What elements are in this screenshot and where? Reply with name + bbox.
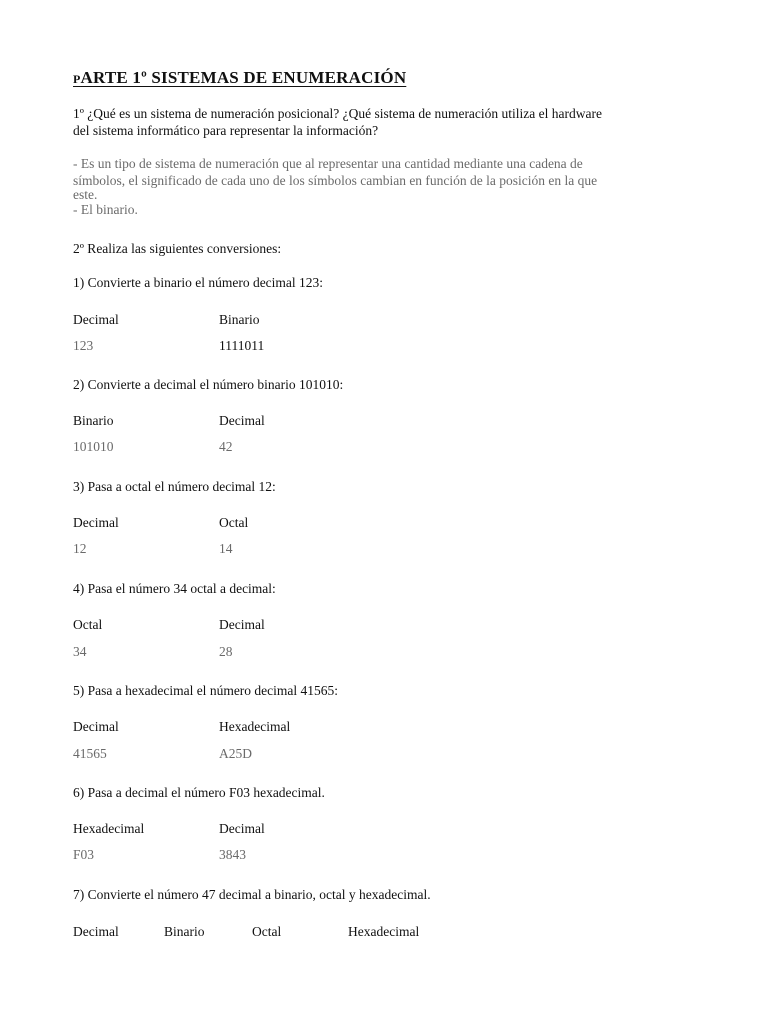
conversion-7-header-decimal: Decimal <box>73 924 119 939</box>
document-title <box>73 68 406 88</box>
conversion-6-header-2: Decimal <box>219 821 265 836</box>
conversion-2-header-1: Binario <box>73 413 114 428</box>
question-1 <box>73 105 713 139</box>
conversion-3-header-2: Octal <box>219 515 249 530</box>
question-2-intro: 2º Realiza las siguientes conversiones: <box>73 241 282 256</box>
conversion-5-prompt: 5) Pasa a hexadecimal el número decimal 41565: <box>73 683 339 698</box>
title-text: ARTE 1º SISTEMAS DE ENUMERACIÓN <box>80 68 407 87</box>
conversion-6-prompt: 6) Pasa a decimal el número F03 hexadecimal. <box>73 785 325 800</box>
question-1-line-1: 1º ¿Qué es un sistema de numeración posicional? ¿Qué sistema de numeración utiliza el hardware <box>73 106 602 121</box>
conversion-4-value-1: 34 <box>73 644 87 659</box>
conversion-5-header-1: Decimal <box>73 719 119 734</box>
conversion-6-value-1: F03 <box>73 847 95 862</box>
conversion-3-value-1: 12 <box>73 541 87 556</box>
conversion-5-value-1: 41565 <box>73 746 107 761</box>
conversion-4-header-1: Octal <box>73 617 103 632</box>
conversion-7-header-hexadecimal: Hexadecimal <box>348 924 420 939</box>
conversion-1-value-1: 123 <box>73 338 94 353</box>
conversion-3-value-2: 14 <box>219 541 233 556</box>
question-1-line-2: del sistema informático para representar la información? <box>73 123 379 138</box>
conversion-7-header-binario: Binario <box>164 924 205 939</box>
conversion-7-prompt: 7) Convierte el número 47 decimal a binario, octal y hexadecimal. <box>73 887 431 902</box>
conversion-3-header-1: Decimal <box>73 515 119 530</box>
conversion-3-prompt: 3) Pasa a octal el número decimal 12: <box>73 479 276 494</box>
conversion-1-header-2: Binario <box>219 312 260 327</box>
conversion-4-value-2: 28 <box>219 644 233 659</box>
answer-1-line-1: - Es un tipo de sistema de numeración que al representar una cantidad mediante una cadena de <box>73 156 583 171</box>
conversion-2-value-1: 101010 <box>73 439 114 454</box>
conversion-1-prompt: 1) Convierte a binario el número decimal 123: <box>73 275 324 290</box>
conversion-7-header-octal: Octal <box>252 924 282 939</box>
title-first-letter: P <box>73 72 81 86</box>
conversion-5-value-2: A25D <box>219 746 252 761</box>
conversion-4-header-2: Decimal <box>219 617 265 632</box>
conversion-1-header-1: Decimal <box>73 312 119 327</box>
conversion-2-header-2: Decimal <box>219 413 265 428</box>
conversion-6-value-2: 3843 <box>219 847 246 862</box>
conversion-2-prompt: 2) Convierte a decimal el número binario 101010: <box>73 377 344 392</box>
answer-1-line-2: símbolos, el significado de cada uno de los símbolos cambian en función de la posición en la que <box>73 173 598 188</box>
conversion-6-header-1: Hexadecimal <box>73 821 145 836</box>
answer-1-line-4: - El binario. <box>73 202 138 217</box>
answer-1 <box>73 155 713 218</box>
conversion-2-value-2: 42 <box>219 439 233 454</box>
conversion-5-header-2: Hexadecimal <box>219 719 291 734</box>
answer-1-line-3: este. <box>73 187 98 202</box>
conversion-4-prompt: 4) Pasa el número 34 octal a decimal: <box>73 581 276 596</box>
conversion-1-value-2: 1111011 <box>219 338 265 353</box>
